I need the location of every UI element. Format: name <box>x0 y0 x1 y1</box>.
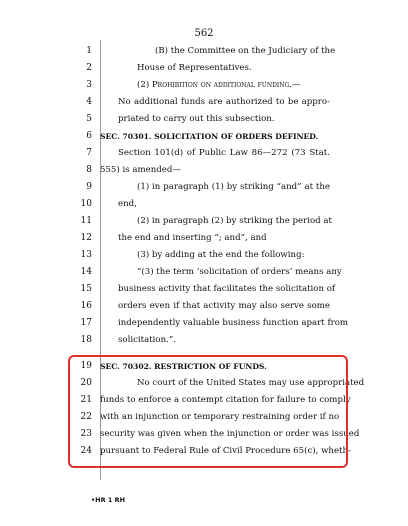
line-text: with an injunction or temporary restraining order if no <box>100 412 340 422</box>
line-number: 20 <box>80 378 92 388</box>
line-text: priated to carry out this subsection. <box>118 114 275 124</box>
line-text: pursuant to Federal Rule of Civil Procedure 65(c), wheth- <box>100 446 351 456</box>
line-text: No court of the United States may use appropriated <box>137 378 365 388</box>
line-text: Section 101(d) of Public Law 86—272 (73 Stat. <box>118 148 330 158</box>
line-number: 4 <box>86 97 92 107</box>
line-text: solicitation.”. <box>118 335 176 345</box>
section-heading: SEC. 70301. SOLICITATION OF ORDERS DEFINED. <box>100 132 319 141</box>
document-line <box>0 247 408 264</box>
line-text: No additional funds are authorized to be appro- <box>118 97 330 107</box>
line-number: 19 <box>80 361 92 371</box>
document-line <box>0 264 408 281</box>
line-number: 7 <box>86 148 92 158</box>
section-heading: SEC. 70302. RESTRICTION OF FUNDS. <box>100 362 267 371</box>
line-text: funds to enforce a contempt citation for failure to comply <box>100 395 351 405</box>
document-line <box>0 162 408 179</box>
line-number: 14 <box>80 267 92 277</box>
line-number: 18 <box>80 335 92 345</box>
line-number: 15 <box>80 284 92 294</box>
line-text: business activity that facilitates the solicitation of <box>118 284 336 294</box>
line-number: 17 <box>80 318 92 328</box>
line-text: (2) in paragraph (2) by striking the period at <box>137 216 332 226</box>
document-line <box>0 145 408 162</box>
document-line <box>0 128 408 145</box>
line-text: (B) the Committee on the Judiciary of the <box>155 46 336 56</box>
document-line <box>0 298 408 315</box>
line-text: independently valuable business function apart from <box>118 318 349 328</box>
line-text: orders even if that activity may also serve some <box>118 301 330 311</box>
line-number: 23 <box>80 429 92 439</box>
line-text: 555) is amended— <box>100 165 181 175</box>
page-number: 562 <box>194 28 214 39</box>
line-text: House of Representatives. <box>137 63 252 73</box>
line-text: the end and inserting “; and”, and <box>118 233 267 243</box>
line-number: 21 <box>80 395 92 405</box>
line-text: (2) Prohibition on additional funding.— <box>137 80 301 90</box>
line-number: 1 <box>86 46 92 56</box>
document-line <box>0 111 408 128</box>
document-line <box>0 60 408 77</box>
line-number: 9 <box>86 182 92 192</box>
document-line <box>0 196 408 213</box>
document-line <box>0 179 408 196</box>
line-number: 6 <box>86 131 92 141</box>
document-line <box>0 230 408 247</box>
line-text: (3) by adding at the end the following: <box>137 250 305 260</box>
line-number: 5 <box>86 114 92 124</box>
line-number: 22 <box>80 412 92 422</box>
line-number: 13 <box>80 250 92 260</box>
highlight-box <box>68 355 365 468</box>
document-line <box>0 281 408 298</box>
bill-footer: •HR 1 RH <box>91 496 126 504</box>
document-line <box>0 94 408 111</box>
line-text: security was given when the injunction or order was issued <box>100 429 360 439</box>
line-number: 8 <box>86 165 92 175</box>
line-number: 10 <box>80 199 92 209</box>
document-line <box>0 77 408 94</box>
line-text: (1) in paragraph (1) by striking “and” at the <box>137 182 330 192</box>
line-text: “(3) the term ‘solicitation of orders’ means any <box>137 267 342 277</box>
line-number: 11 <box>80 216 92 226</box>
line-number: 2 <box>86 63 92 73</box>
line-number: 3 <box>86 80 92 90</box>
document-line <box>0 332 408 349</box>
line-number: 24 <box>80 446 92 456</box>
line-number: 16 <box>80 301 92 311</box>
line-text: end, <box>118 199 137 209</box>
document-line <box>0 43 408 60</box>
document-line <box>0 213 408 230</box>
document-line <box>0 315 408 332</box>
line-number: 12 <box>80 233 92 243</box>
